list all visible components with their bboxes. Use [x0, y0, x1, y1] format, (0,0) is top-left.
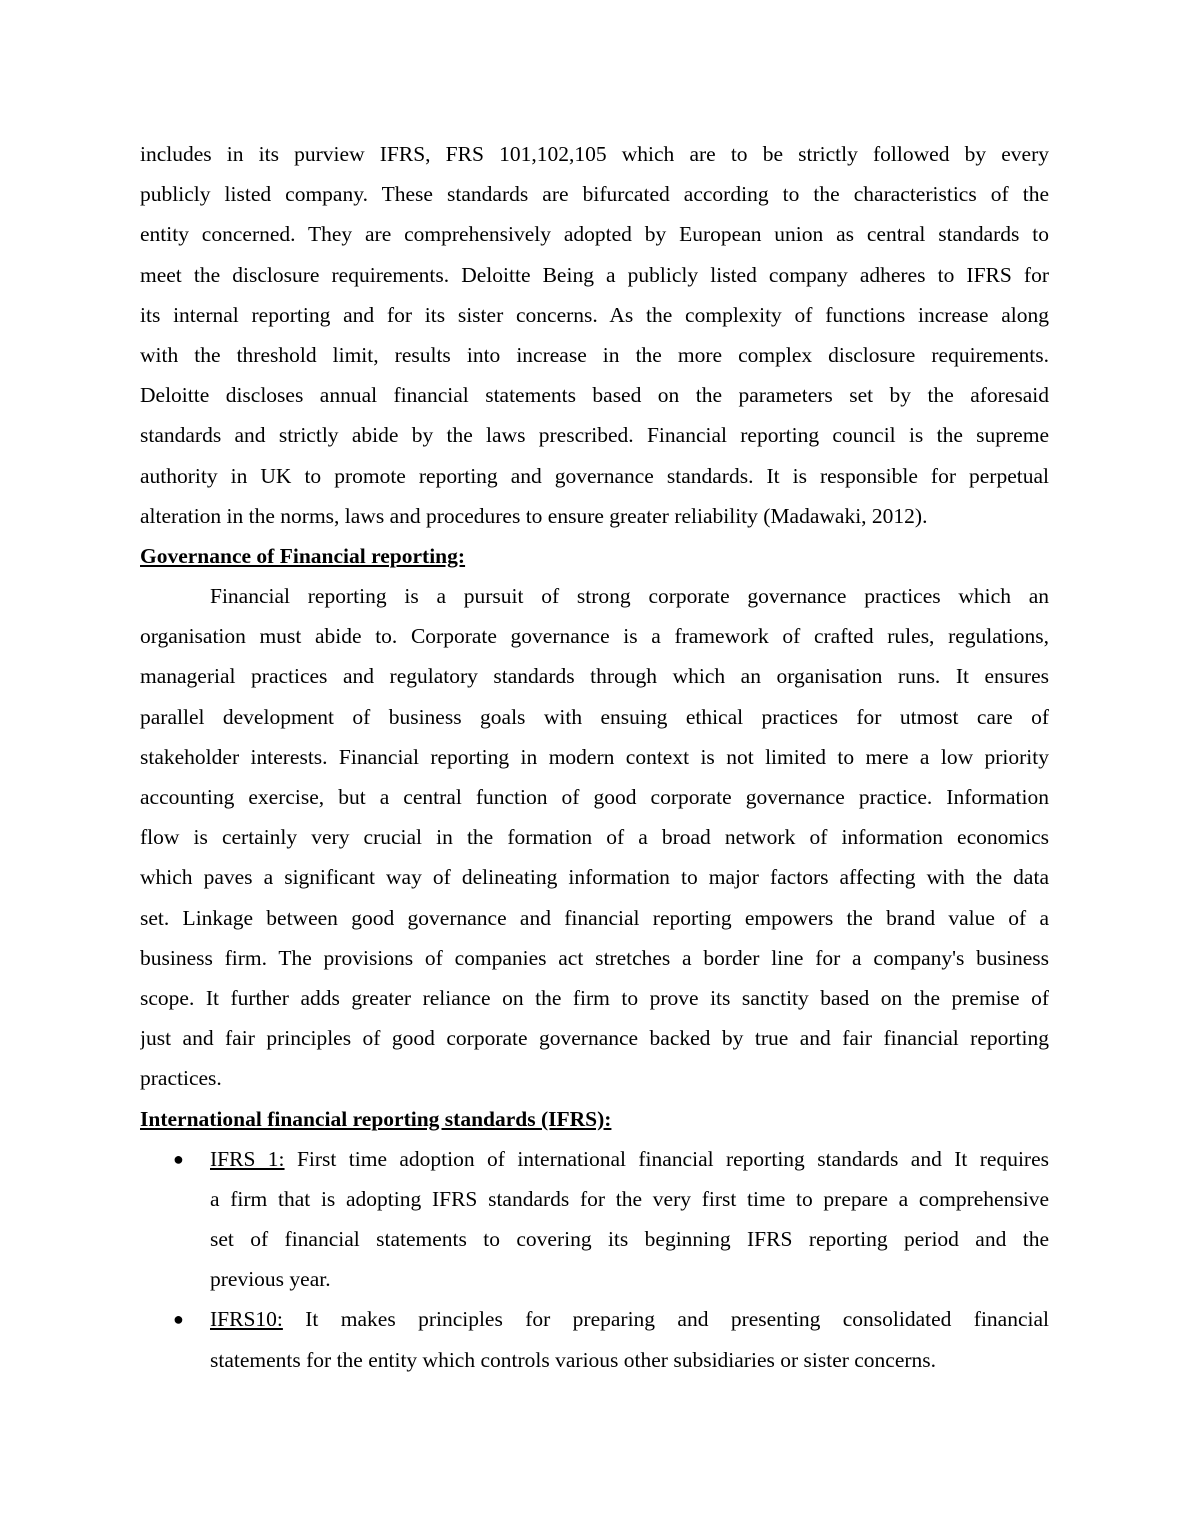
paragraph-regulatory-framework	[140, 134, 1049, 536]
text-line: set of financial statements to covering its beginning IFRS reporting period and the	[210, 1227, 1049, 1252]
text-line: business firm. The provisions of companies act stretches a border line for a company's business	[140, 945, 1049, 970]
bullet-icon: ●	[173, 1309, 184, 1330]
text-line: alteration in the norms, laws and procedures to ensure greater reliability (Madawaki, 2012).	[140, 503, 928, 528]
text-line	[140, 1299, 1049, 1339]
text-line: just and fair principles of good corporate governance backed by true and fair financial reporting	[140, 1026, 1049, 1051]
text-line: accounting exercise, but a central function of good corporate governance practice. Information	[140, 785, 1049, 809]
heading-governance: Governance of Financial reporting:	[140, 543, 466, 568]
bullet-text: It makes principles for preparing and presenting consolidated financial	[282, 1307, 1049, 1332]
text-line: entity concerned. They are comprehensively adopted by European union as central standards to	[140, 222, 1049, 247]
text-line: parallel development of business goals with ensuing ethical practices for utmost care of	[140, 704, 1049, 729]
bullet-icon: ●	[173, 1148, 184, 1169]
text-line: scope. It further adds greater reliance on the firm to prove its sanctity based on the premise of	[140, 985, 1049, 1010]
text-line: with the threshold limit, results into increase in the more complex disclosure requirements.	[140, 342, 1049, 367]
bullet-text: First time adoption of international financial reporting standards and It requires	[284, 1146, 1049, 1171]
text-line: statements for the entity which controls various other subsidiaries or sister concerns.	[210, 1347, 937, 1372]
text-line: meet the disclosure requirements. Deloitte Being a publicly listed company adheres to IFRS for	[140, 262, 1049, 287]
bullet-label: IFRS10:	[210, 1307, 283, 1332]
text-line: practices.	[140, 1066, 222, 1091]
text-line: Financial reporting is a pursuit of strong corporate governance practices which an	[210, 584, 1049, 609]
text-line: previous year.	[210, 1267, 331, 1292]
text-line: publicly listed company. These standards are bifurcated according to the characteristics of the	[140, 182, 1049, 207]
document-page	[140, 134, 1049, 1380]
text-line: which paves a significant way of delineating information to major factors affecting with the data	[140, 865, 1049, 890]
text-line: authority in UK to promote reporting and governance standards. It is responsible for perpetual	[140, 463, 1049, 488]
heading-ifrs: International financial reporting standards (IFRS):	[140, 1106, 612, 1131]
text-line: includes in its purview IFRS, FRS 101,102,105 which are to be strictly followed by every	[140, 142, 1049, 166]
text-line: its internal reporting and for its sister concerns. As the complexity of functions increase along	[140, 302, 1049, 327]
text-line: flow is certainly very crucial in the formation of a broad network of information economics	[140, 825, 1049, 850]
text-line: organisation must abide to. Corporate governance is a framework of crafted rules, regulations,	[140, 624, 1049, 649]
text-line	[140, 1139, 1049, 1179]
bullet-item	[140, 1299, 1049, 1379]
text-line: managerial practices and regulatory standards through which an organisation runs. It ensures	[140, 664, 1049, 689]
paragraph-governance	[140, 576, 1049, 1098]
bullet-label: IFRS 1:	[210, 1146, 285, 1171]
text-line: set. Linkage between good governance and financial reporting empowers the brand value of a	[140, 905, 1049, 930]
text-line: a firm that is adopting IFRS standards for the very first time to prepare a comprehensive	[210, 1186, 1049, 1211]
bullet-item	[140, 1139, 1049, 1300]
text-line: stakeholder interests. Financial reporting in modern context is not limited to mere a low priority	[140, 744, 1049, 769]
text-line: Deloitte discloses annual financial statements based on the parameters set by the aforesaid	[140, 383, 1049, 408]
ifrs-bullet-list	[140, 1139, 1049, 1380]
text-line: standards and strictly abide by the laws prescribed. Financial reporting council is the supreme	[140, 423, 1049, 448]
